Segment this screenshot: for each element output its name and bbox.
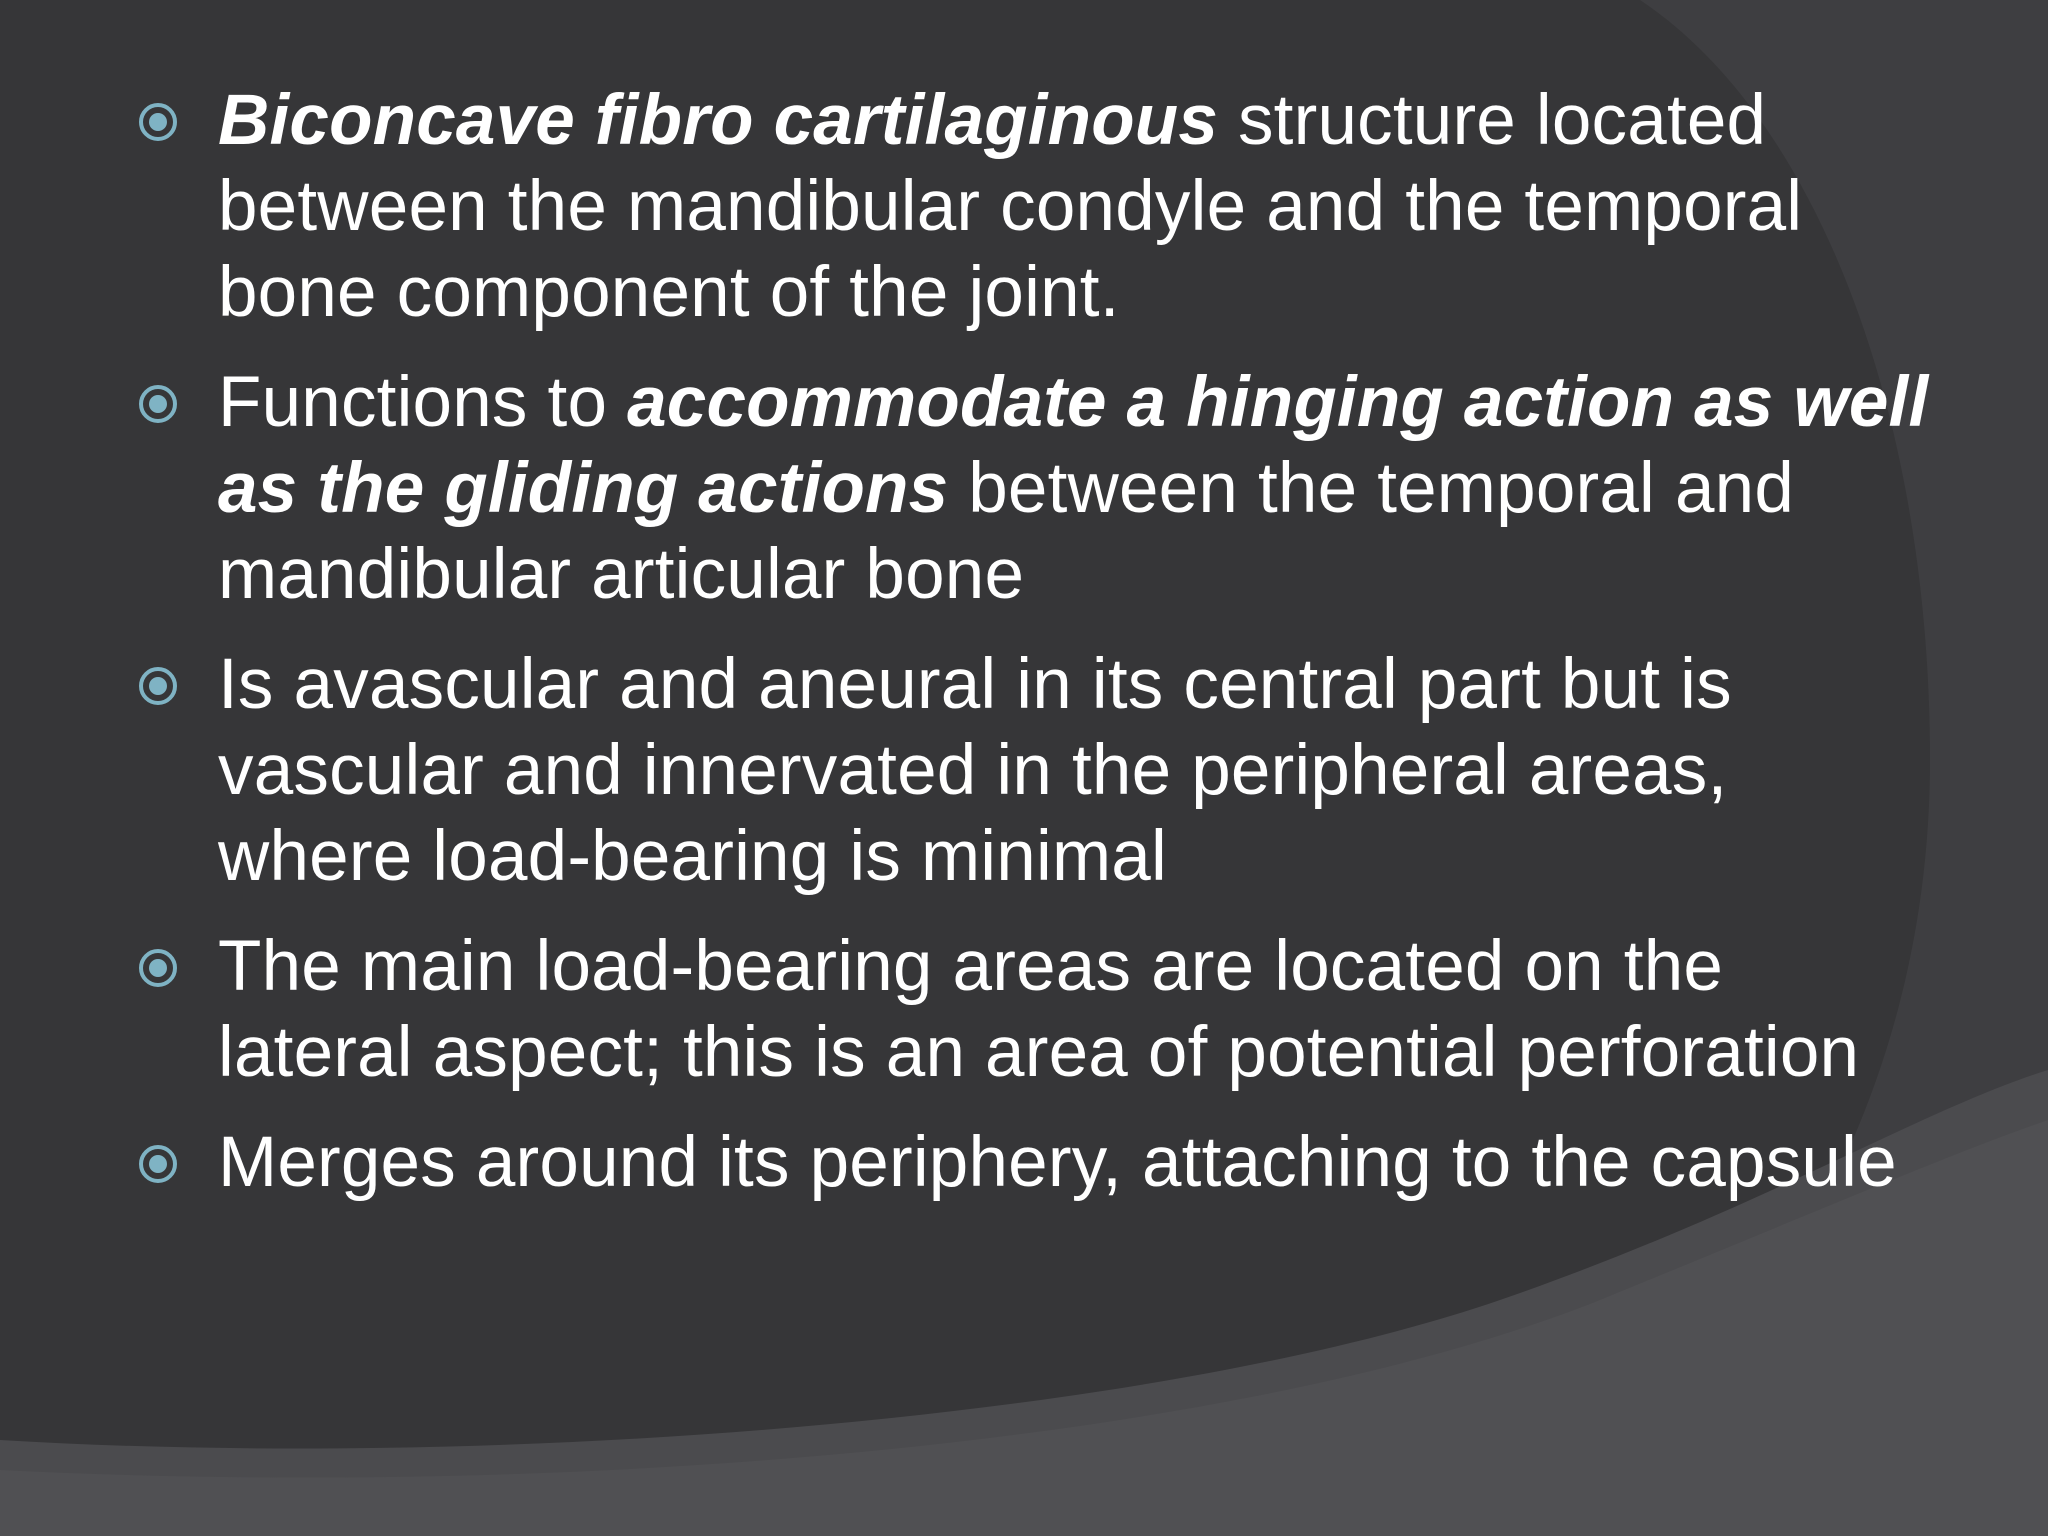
bullet-item	[134, 642, 1934, 900]
bullet-item	[134, 360, 1934, 618]
circle-bullet-icon	[138, 948, 178, 988]
bullet-text: between the temporal and mandibular articular bone	[218, 449, 1795, 614]
bullet-text: Is avascular and aneural in its central part but is vascular and innervated in the peripheral areas, where load-bearing is minimal	[218, 645, 1732, 896]
bullet-item	[134, 78, 1934, 336]
circle-bullet-icon	[138, 384, 178, 424]
bullet-item	[134, 1120, 1934, 1206]
bullet-item	[134, 924, 1934, 1096]
circle-bullet-icon	[138, 1144, 178, 1184]
bullet-text: Functions to	[218, 363, 628, 442]
bullet-text: structure located between the mandibular condyle and the temporal bone component of the joint.	[218, 81, 1803, 332]
circle-bullet-icon	[138, 666, 178, 706]
bullet-text: The main load-bearing areas are located on the lateral aspect; this is an area of potential perforation	[218, 927, 1860, 1092]
bullet-emphasis-text: Biconcave fibro cartilaginous	[218, 81, 1219, 160]
bullet-emphasis-text: accommodate a hinging action as well as the gliding actions	[218, 363, 1929, 528]
circle-bullet-icon	[138, 102, 178, 142]
bullet-text: Merges around its periphery, attaching to the capsule	[218, 1123, 1897, 1202]
bullet-list	[134, 78, 1934, 1230]
